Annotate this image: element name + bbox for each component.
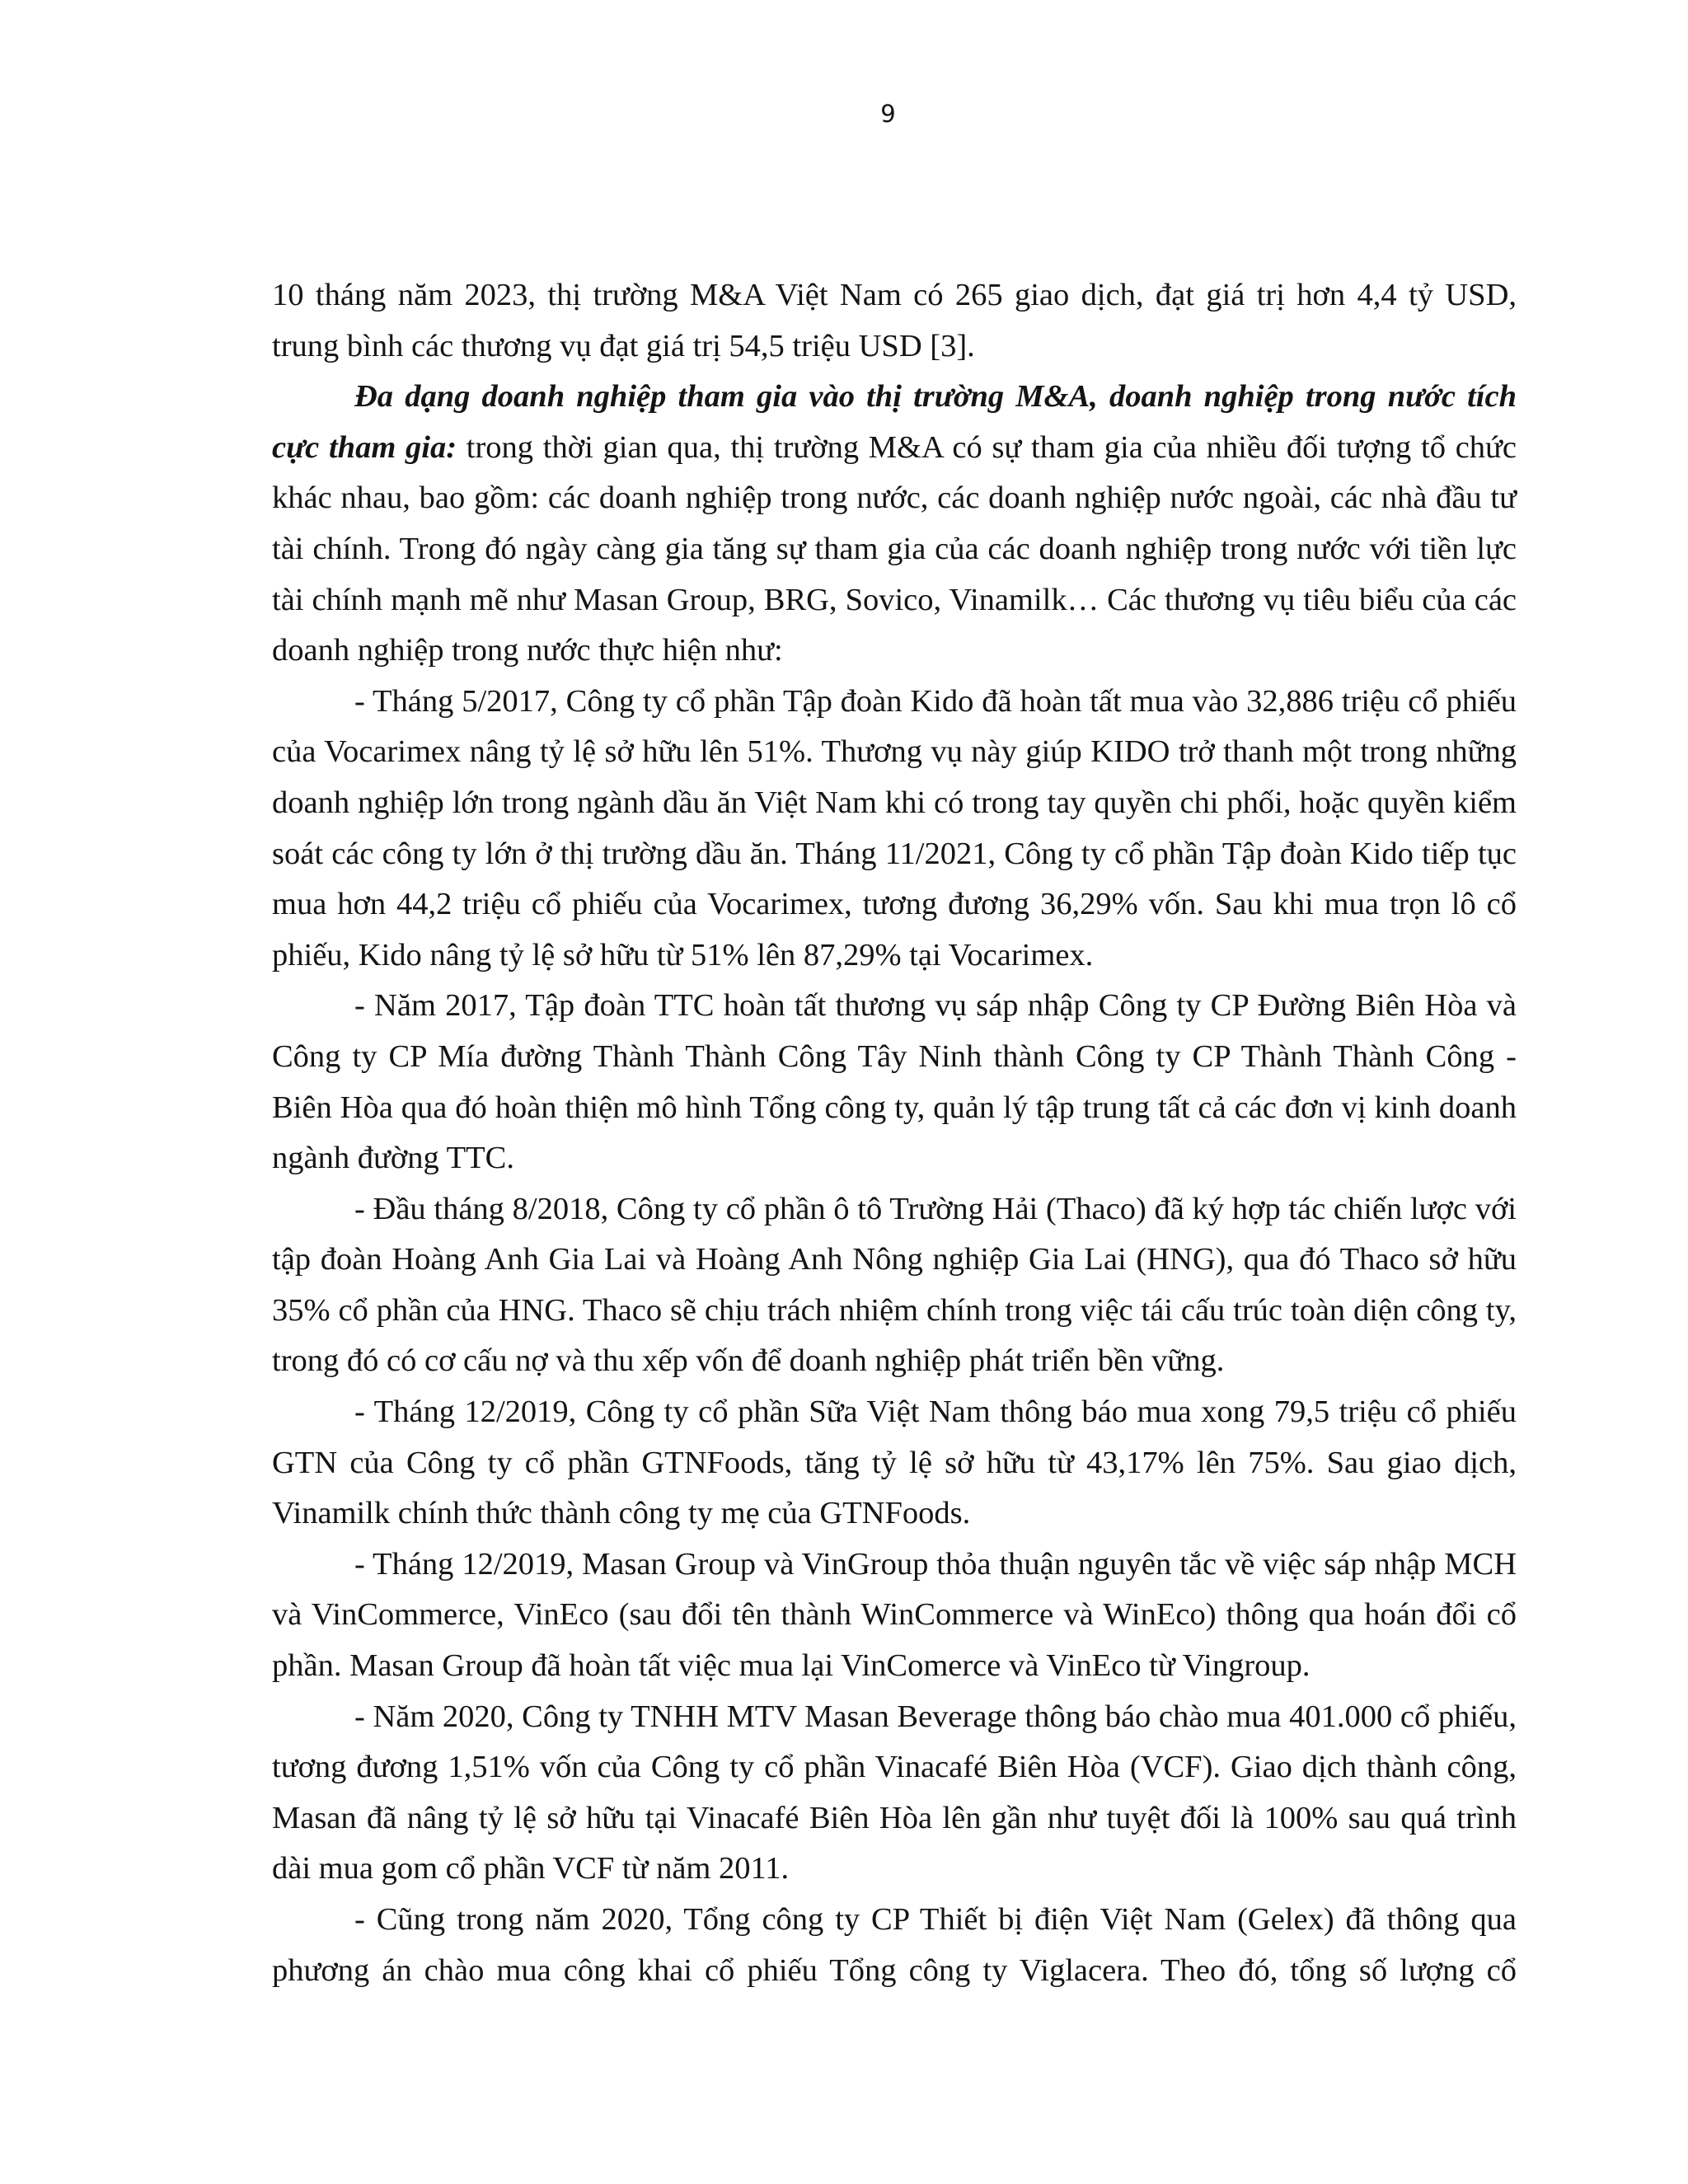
paragraph-ttc-deal: - Năm 2017, Tập đoàn TTC hoàn tất thương vụ sáp nhập Công ty CP Đường Biên Hòa và Công ty CP Mía đường Thành Thành Công Tây Ninh thành Công ty CP Thành Thành Công - Biên Hòa qua đó hoàn thiện mô hình Tổng công ty, quản lý tập trung tất cả các đơn vị kinh doanh ngành đường TTC. [272,988,1517,1176]
paragraph-heading-emphasis: Đa dạng doanh nghiệp tham gia vào thị trường M&A, doanh nghiệp trong nước tích cực tham gia: [272,379,1517,465]
document-body [272,270,1517,1996]
paragraph-vinamilk-deal: - Tháng 12/2019, Công ty cổ phần Sữa Việt Nam thông báo mua xong 79,5 triệu cổ phiếu GTN của Công ty cổ phần GTNFoods, tăng tỷ lệ sở hữu từ 43,17% lên 75%. Sau giao dịch, Vinamilk chính thức thành công ty mẹ của GTNFoods. [272,1394,1517,1531]
page-number: 9 [880,100,896,128]
paragraph-domestic-text: trong thời gian qua, thị trường M&A có sự tham gia của nhiều đối tượng tổ chức khác nhau, bao gồm: các doanh nghiệp trong nước, các doanh nghiệp nước ngoài, các nhà đầu tư tài chính. Trong đó ngày càng gia tăng sự tham gia của các doanh nghiệp trong nước với tiền lực tài chính mạnh mẽ như Masan Group, BRG, Sovico, Vinamilk… Các thương vụ tiêu biểu của các doanh nghiệp trong nước thực hiện như: [272,429,1517,668]
paragraph-kido-deal: - Tháng 5/2017, Công ty cổ phần Tập đoàn Kido đã hoàn tất mua vào 32,886 triệu cổ phiếu của Vocarimex nâng tỷ lệ sở hữu lên 51%. Thương vụ này giúp KIDO trở thanh một trong những doanh nghiệp lớn trong ngành dầu ăn Việt Nam khi có trong tay quyền chi phối, hoặc quyền kiểm soát các công ty lớn ở thị trường dầu ăn. Tháng 11/2021, Công ty cổ phần Tập đoàn Kido tiếp tục mua hơn 44,2 triệu cổ phiếu của Vocarimex, tương đương 36,29% vốn. Sau khi mua trọn lô cổ phiếu, Kido nâng tỷ lệ sở hữu từ 51% lên 87,29% tại Vocarimex. [272,683,1517,972]
paragraph-masan-vingroup-deal: - Tháng 12/2019, Masan Group và VinGroup thỏa thuận nguyên tắc về việc sáp nhập MCH và VinCommerce, VinEco (sau đổi tên thành WinCommerce và WinEco) thông qua hoán đổi cổ phần. Masan Group đã hoàn tất việc mua lại VinComerce và VinEco từ Vingroup. [272,1546,1517,1684]
paragraph-masan-vinacafe-deal: - Năm 2020, Công ty TNHH MTV Masan Beverage thông báo chào mua 401.000 cổ phiếu, tương đương 1,51% vốn của Công ty cổ phần Vinacafé Biên Hòa (VCF). Giao dịch thành công, Masan đã nâng tỷ lệ sở hữu tại Vinacafé Biên Hòa lên gần như tuyệt đối là 100% sau quá trình dài mua gom cổ phần VCF từ năm 2011. [272,1699,1517,1886]
paragraph-domestic-participation [272,372,1517,677]
paragraph-gelex-deal: - Cũng trong năm 2020, Tổng công ty CP Thiết bị điện Việt Nam (Gelex) đã thông qua phương án chào mua công khai cổ phiếu Tổng công ty Viglacera. Theo đó, tổng số lượng cổ [272,1902,1517,1988]
paragraph-thaco-deal: - Đầu tháng 8/2018, Công ty cổ phần ô tô Trường Hải (Thaco) đã ký hợp tác chiến lược với tập đoàn Hoàng Anh Gia Lai và Hoàng Anh Nông nghiệp Gia Lai (HNG), qua đó Thaco sở hữu 35% cổ phần của HNG. Thaco sẽ chịu trách nhiệm chính trong việc tái cấu trúc toàn diện công ty, trong đó có cơ cấu nợ và thu xếp vốn để doanh nghiệp phát triển bền vững. [272,1191,1517,1379]
paragraph-market-summary: 10 tháng năm 2023, thị trường M&A Việt Nam có 265 giao dịch, đạt giá trị hơn 4,4 tỷ USD, trung bình các thương vụ đạt giá trị 54,5 triệu USD [3]. [272,278,1517,363]
